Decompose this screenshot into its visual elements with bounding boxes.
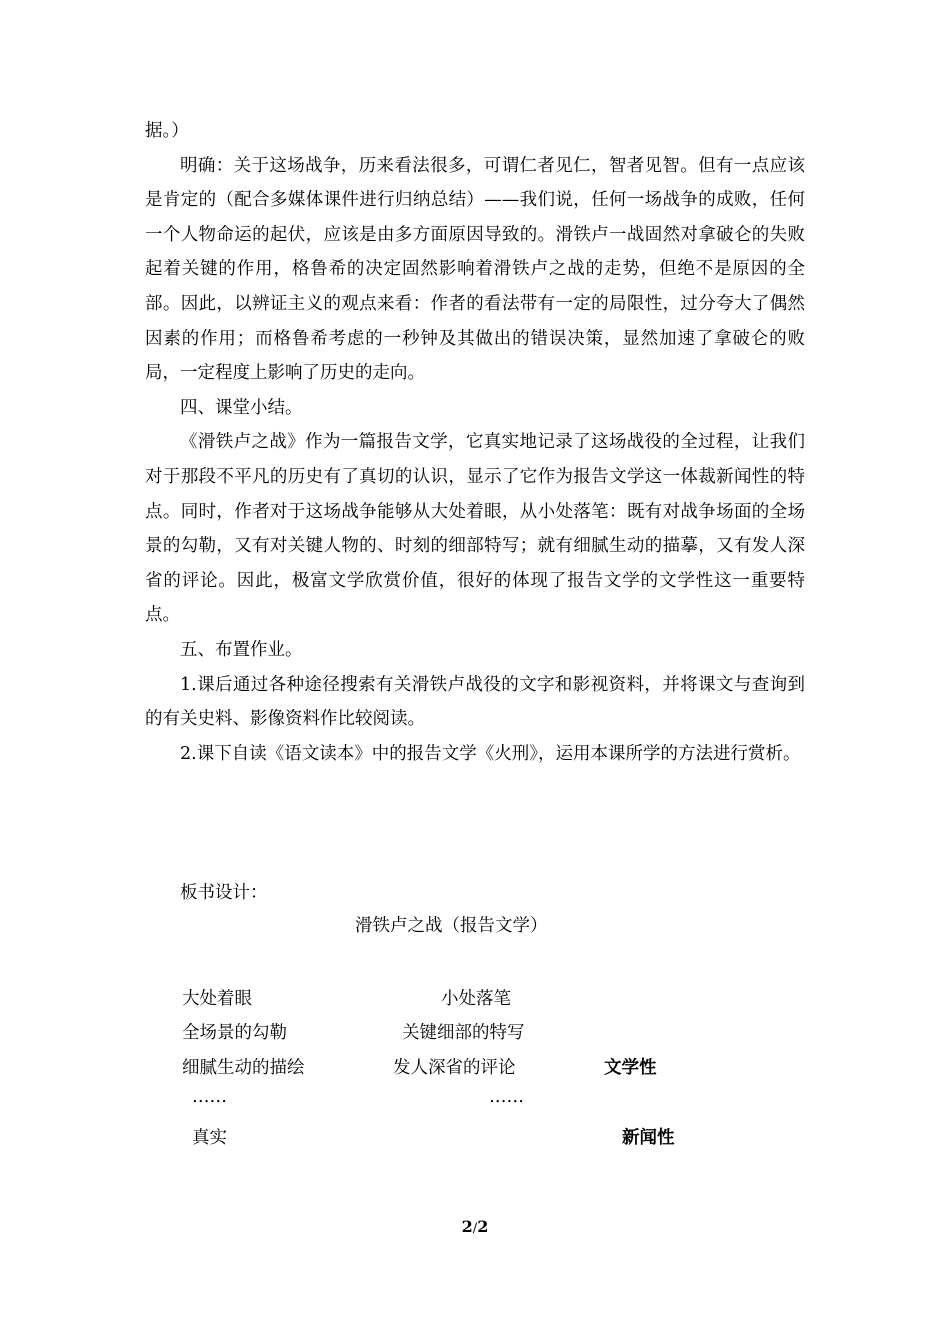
body-text [145,114,805,771]
paragraph: 明确：关于这场战争，历来看法很多，可谓仁者见仁，智者见智。但有一点应该是肯定的（配合多媒体课件进行归纳总结）——我们说，任何一场战争的成败，任何一个人物命运的起伏，应该是由多方面原因导致的。滑铁卢一战固然对拿破仑的失败起着关键的作用，格鲁希的决定固然影响着滑铁卢之战的走势，但绝不是原因的全部。因此，以辨证主义的观点来看：作者的看法带有一定的局限性，过分夸大了偶然因素的作用；而格鲁希考虑的一秒钟及其做出的错误决策，显然加速了拿破仑的败局，一定程度上影响了历史的走向。 [145,155,805,384]
board-left-item: 细腻生动的描绘 [182,1058,305,1078]
board-left-item: 全场景的勾勒 [182,1023,287,1043]
page-total: 2 [477,1217,489,1236]
paragraph: 四、课堂小结。 [180,397,303,418]
board-mid-item: 发人深省的评论 [393,1058,516,1078]
board-news-label: 新闻性 [622,1128,675,1148]
board-literary-label: 文学性 [604,1058,657,1078]
paragraph: 据。） [145,121,189,141]
board-design-label: 板书设计： [180,883,268,903]
board-title: 滑铁卢之战（报告文学） [355,916,548,936]
board-mid-item: 关键细部的特写 [402,1023,525,1043]
board-mid-item: 小处落笔 [441,989,511,1009]
paragraph: 1.课后通过各种途径搜索有关滑铁卢战役的文字和影视资料，并将课文与查询到的有关史料、影像资料作比较阅读。 [145,674,805,730]
board-left-item: 大处着眼 [182,989,252,1009]
page-current: 2 [461,1217,473,1236]
paragraph: 五、布置作业。 [180,639,303,660]
paragraph: 《滑铁卢之战》作为一篇报告文学，它真实地记录了这场战役的全过程，让我们对于那段不平凡的历史有了真切的认识，显示了它作为报告文学这一体裁新闻性的特点。同时，作者对于这场战争能够从大处着眼，从小处落笔：既有对战争场面的全场景的勾勒，又有对关键人物的、时刻的细部特写；就有细腻生动的描摹，又有发人深省的评论。因此，极富文学欣赏价值，很好的体现了报告文学的文学性这一重要特点。 [145,432,805,626]
paragraph: 2.课下自读《语文读本》中的报告文学《火刑》，运用本课所学的方法进行赏析。 [180,743,801,764]
page-separator: / [472,1221,478,1236]
board-left-item: 真实 [192,1128,227,1148]
board-left-ellipsis: …… [192,1087,227,1107]
page-number [0,1217,950,1236]
board-mid-ellipsis: …… [489,1087,524,1107]
